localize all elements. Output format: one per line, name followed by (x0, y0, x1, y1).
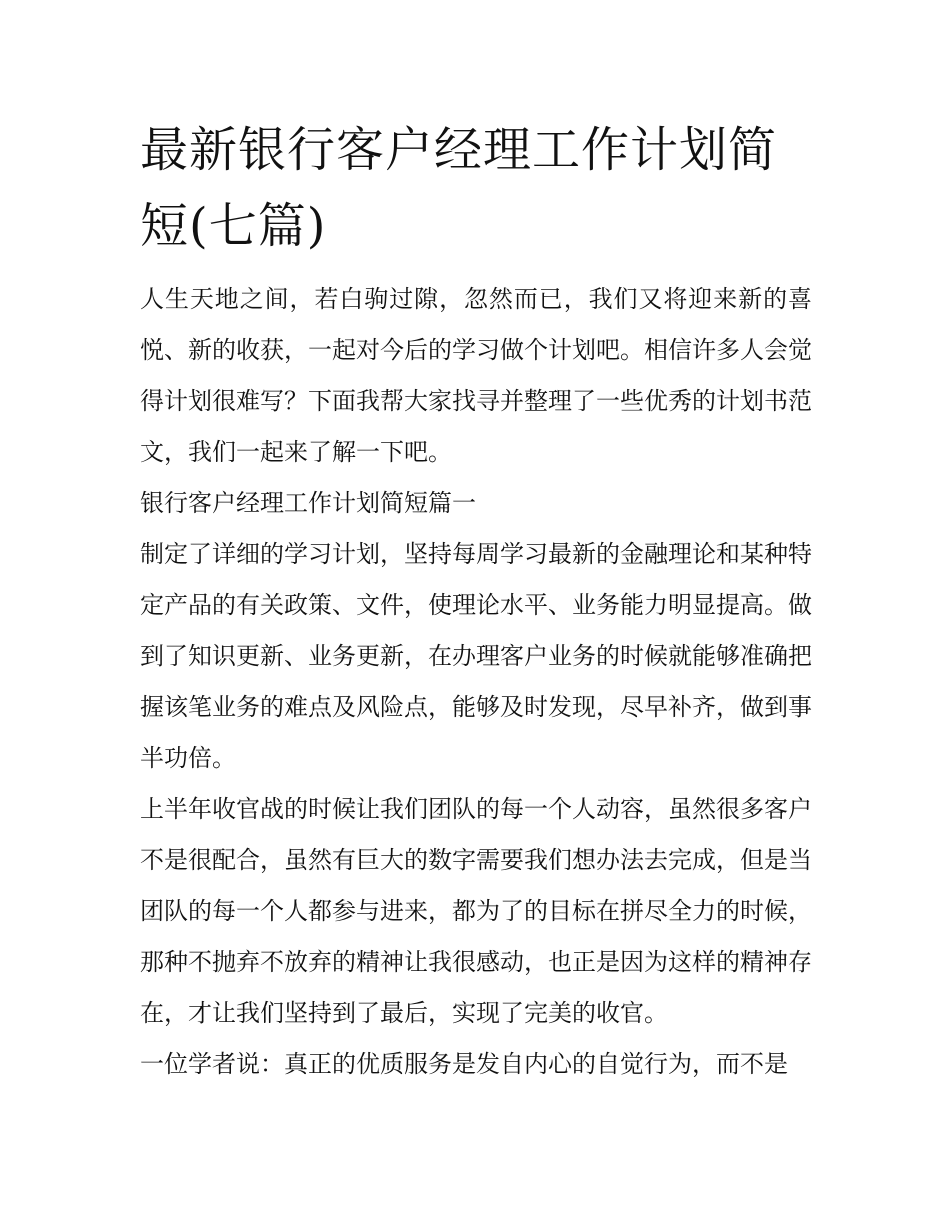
body-paragraph-2: 上半年收官战的时候让我们团队的每一个人动容，虽然很多客户不是很配合，虽然有巨大的数字需要我们想办法去完成，但是当团队的每一个人都参与进来，都为了的目标在拼尽全力的时候，那种不抛弃不放弃的精神让我很感动，也正是因为这样的精神存在，才让我们坚持到了最后，实现了完美的收官。 (140, 795, 812, 1027)
body-paragraph-1: 制定了详细的学习计划，坚持每周学习最新的金融理论和某种特定产品的有关政策、文件，使理论水平、业务能力明显提高。做到了知识更新、业务更新，在办理客户业务的时候就能够准确把握该笔业务的难点及风险点，能够及时发现，尽早补齐，做到事半功倍。 (140, 540, 812, 772)
intro-paragraph: 人生天地之间，若白驹过隙，忽然而已，我们又将迎来新的喜悦、新的收获，一起对今后的学习做个计划吧。相信许多人会觉得计划很难写？下面我帮大家找寻并整理了一些优秀的计划书范文，我们一起来了解一下吧。 (140, 285, 812, 466)
section-heading: 银行客户经理工作计划简短篇一 (140, 489, 476, 517)
document-title: 最新银行客户经理工作计划简短(七篇) (140, 122, 778, 254)
body-paragraph-3: 一位学者说：真正的优质服务是发自内心的自觉行为，而不是 (140, 1050, 788, 1078)
document-body (140, 112, 812, 1090)
